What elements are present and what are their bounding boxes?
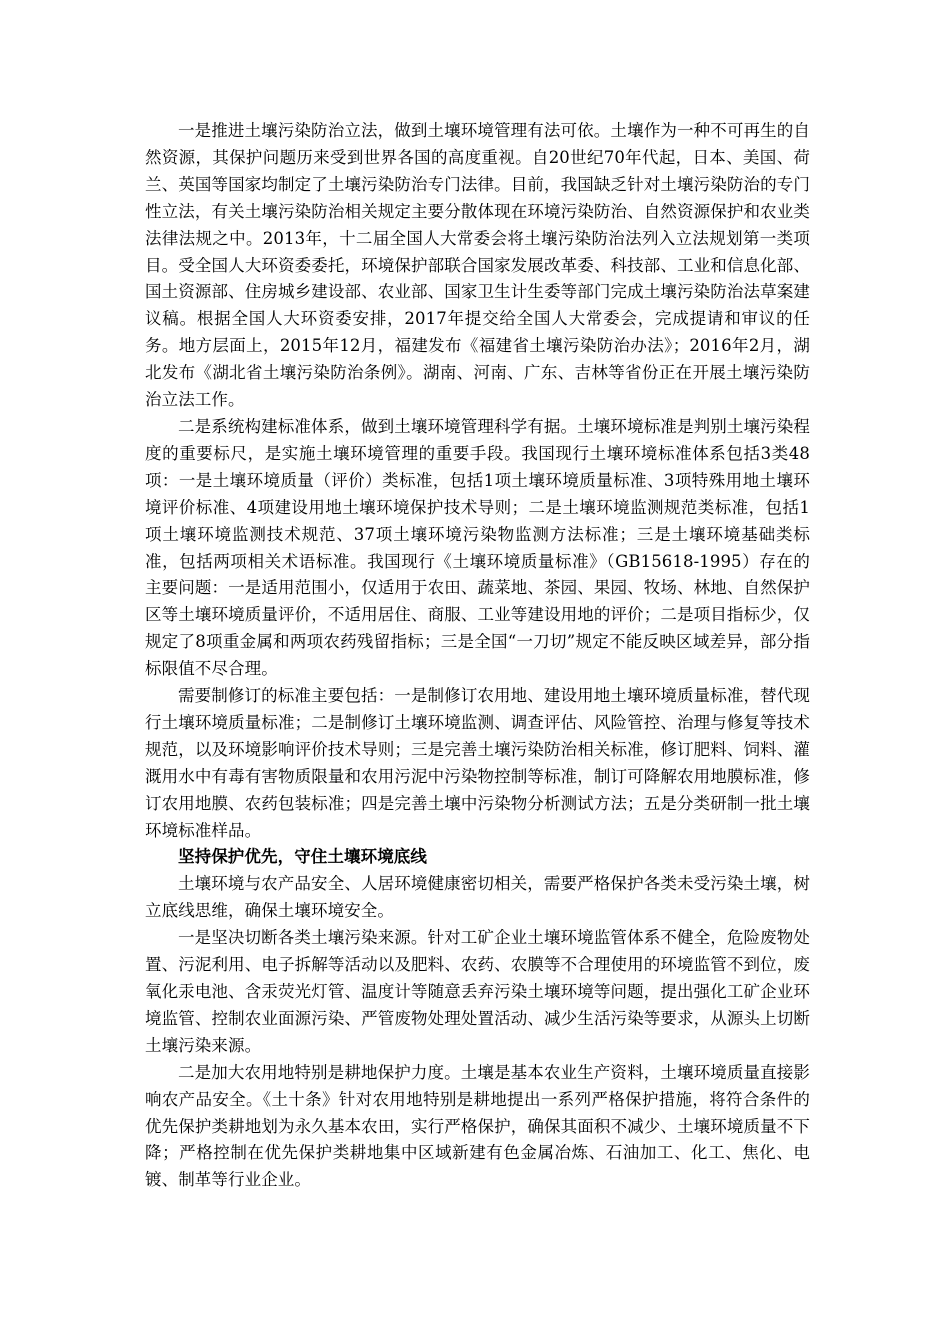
paragraph-protection-intro: 土壤环境与农产品安全、人居环境健康密切相关，需要严格保护各类未受污染土壤，树立底线思维，确保土壤环境安全。 (145, 874, 810, 921)
paragraph-legislation: 一是推进土壤污染防治立法，做到土壤环境管理有法可依。土壤作为一种不可再生的自然资源，其保护问题历来受到世界各国的高度重视。自20世纪70年代起，日本、美国、荷兰、英国等国家均制定了土壤污染防治专门法律。目前，我国缺乏针对土壤污染防治的专门性立法，有关土壤污染防治相关规定主要分散体现在环境污染防治、自然资源保护和农业类法律法规之中。2013年，十二届全国人大常委会将土壤污染防治法列入立法规划第一类项目。受全国人大环资委委托，环境保护部联合国家发展改革委、科技部、工业和信息化部、国土资源部、住房城乡建设部、农业部、国家卫生计生委等部门完成土壤污染防治法草案建议稿。根据全国人大环资委安排，2017年提交给全国人大常委会，完成提请和审议的任务。地方层面上，2015年12月，福建发布《福建省土壤污染防治办法》；2016年2月，湖北发布《湖北省土壤污染防治条例》。湖南、河南、广东、吉林等省份正在开展土壤污染防治立法工作。 (145, 121, 810, 410)
paragraph-farmland-protection: 二是加大农用地特别是耕地保护力度。土壤是基本农业生产资料，土壤环境质量直接影响农产品安全。《土十条》针对农用地特别是耕地提出一系列严格保护措施，将符合条件的优先保护类耕地划为永久基本农田，实行严格保护，确保其面积不减少、土壤环境质量不下降；严格控制在优先保护类耕地集中区域新建有色金属冶炼、石油加工、化工、焦化、电镀、制革等行业企业。 (145, 1062, 810, 1190)
paragraph-standards-revision: 需要制修订的标准主要包括：一是制修订农用地、建设用地土壤环境质量标准，替代现行土壤环境质量标准；二是制修订土壤环境监测、调查评估、风险管控、治理与修复等技术规范，以及环境影响评价技术导则；三是完善土壤污染防治相关标准，修订肥料、饲料、灌溉用水中有毒有害物质限量和农用污泥中污染物控制等标准，制订可降解农用地膜标准，修订农用地膜、农药包装标准；四是完善土壤中污染物分析测试方法；五是分类研制一批土壤环境标准样品。 (145, 686, 810, 840)
paragraph-pollution-sources: 一是坚决切断各类土壤污染来源。针对工矿企业土壤环境监管体系不健全，危险废物处置、污泥利用、电子拆解等活动以及肥料、农药、农膜等不合理使用的环境监管不到位，废氧化汞电池、含汞荧光灯管、温度计等随意丢弃污染土壤环境等问题，提出强化工矿企业环境监管、控制农业面源污染、严管废物处理处置活动、减少生活污染等要求，从源头上切断土壤污染来源。 (145, 928, 810, 1055)
section-heading: 坚持保护优先，守住土壤环境底线 (178, 847, 427, 867)
document-body (145, 118, 810, 1194)
paragraph-standards-system: 二是系统构建标准体系，做到土壤环境管理科学有据。土壤环境标准是判别土壤污染程度的重要标尺，是实施土壤环境管理的重要手段。我国现行土壤环境标准体系包括3类48项：一是土壤环境质量（评价）类标准，包括1项土壤环境质量标准、3项特殊用地土壤环境评价标准、4项建设用地土壤环境保护技术导则；二是土壤环境监测规范类标准，包括1项土壤环境监测技术规范、37项土壤环境污染物监测方法标准；三是土壤环境基础类标准，包括两项相关术语标准。我国现行《土壤环境质量标准》（GB15618-1995）存在的主要问题：一是适用范围小，仅适用于农田、蔬菜地、茶园、果园、牧场、林地、自然保护区等土壤环境质量评价，不适用居住、商服、工业等建设用地的评价；二是项目指标少，仅规定了8项重金属和两项农药残留指标；三是全国“一刀切”规定不能反映区域差异，部分指标限值不尽合理。 (145, 416, 810, 679)
